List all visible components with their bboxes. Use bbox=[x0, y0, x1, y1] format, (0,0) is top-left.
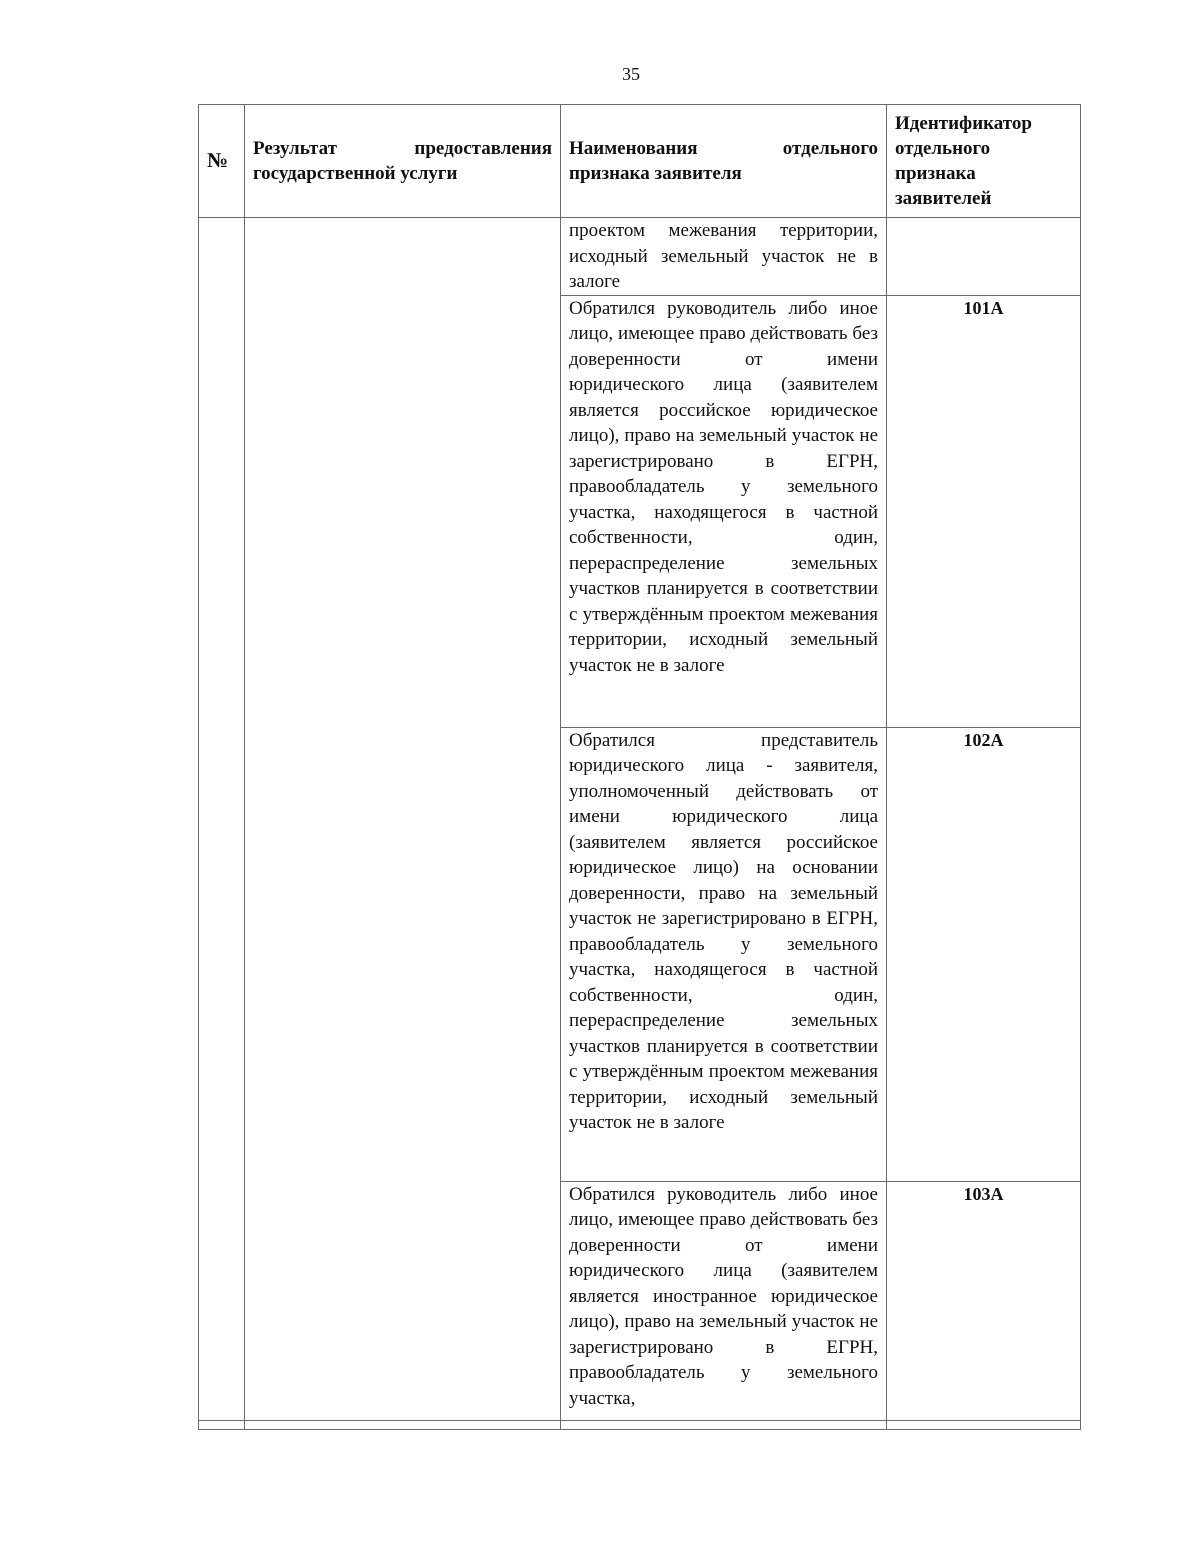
table-row bbox=[199, 218, 1081, 296]
row-identifier: 103А bbox=[887, 1181, 1081, 1429]
table-bottom-rule bbox=[198, 1420, 1080, 1421]
row-identifier: 101А bbox=[887, 295, 1081, 727]
table-header-row bbox=[199, 105, 1081, 218]
row-identifier bbox=[887, 218, 1081, 296]
row-description: Обратился руководитель либо иное лицо, имеющее право действовать без доверенности от имени юридического лица (заявителем является российское юридическое лицо), право на земельный участок не зарегистрировано в ЕГРН, правообладатель у земельного участка, находящегося в частной собственности, один, перераспределение земельных участков планируется в соответствии с утверждённым проектом межевания территории, исходный земельный участок не в залоге bbox=[561, 295, 887, 727]
header-number: № bbox=[199, 105, 245, 218]
row-description: проектом межевания территории, исходный земельный участок не в залоге bbox=[561, 218, 887, 296]
header-result: Результат предоставления государственной услуги bbox=[245, 105, 561, 218]
row-description: Обратился представитель юридического лица - заявителя, уполномоченный действовать от имени юридического лица (заявителем является российское юридическое лицо) на основании доверенности, право на земельный участок не зарегистрировано в ЕГРН, правообладатель у земельного участка, находящегося в частной собственности, один, перераспределение земельных участков планируется в соответствии с утверждённым проектом межевания территории, исходный земельный участок не в залоге bbox=[561, 727, 887, 1181]
cell-number-empty bbox=[199, 218, 245, 1430]
row-description: Обратился руководитель либо иное лицо, имеющее право действовать без доверенности от имени юридического лица (заявителем является иностранное юридическое лицо), право на земельный участок не зарегистрировано в ЕГРН, правообладатель у земельного участка, bbox=[561, 1181, 887, 1429]
applicant-features-table bbox=[198, 104, 1081, 1430]
page-number: 35 bbox=[622, 64, 640, 84]
cell-result-empty bbox=[245, 218, 561, 1430]
header-identifier: Идентификатор отдельного признака заявителей bbox=[887, 105, 1081, 218]
header-feature-name: Наименования отдельного признака заявителя bbox=[561, 105, 887, 218]
row-identifier: 102А bbox=[887, 727, 1081, 1181]
